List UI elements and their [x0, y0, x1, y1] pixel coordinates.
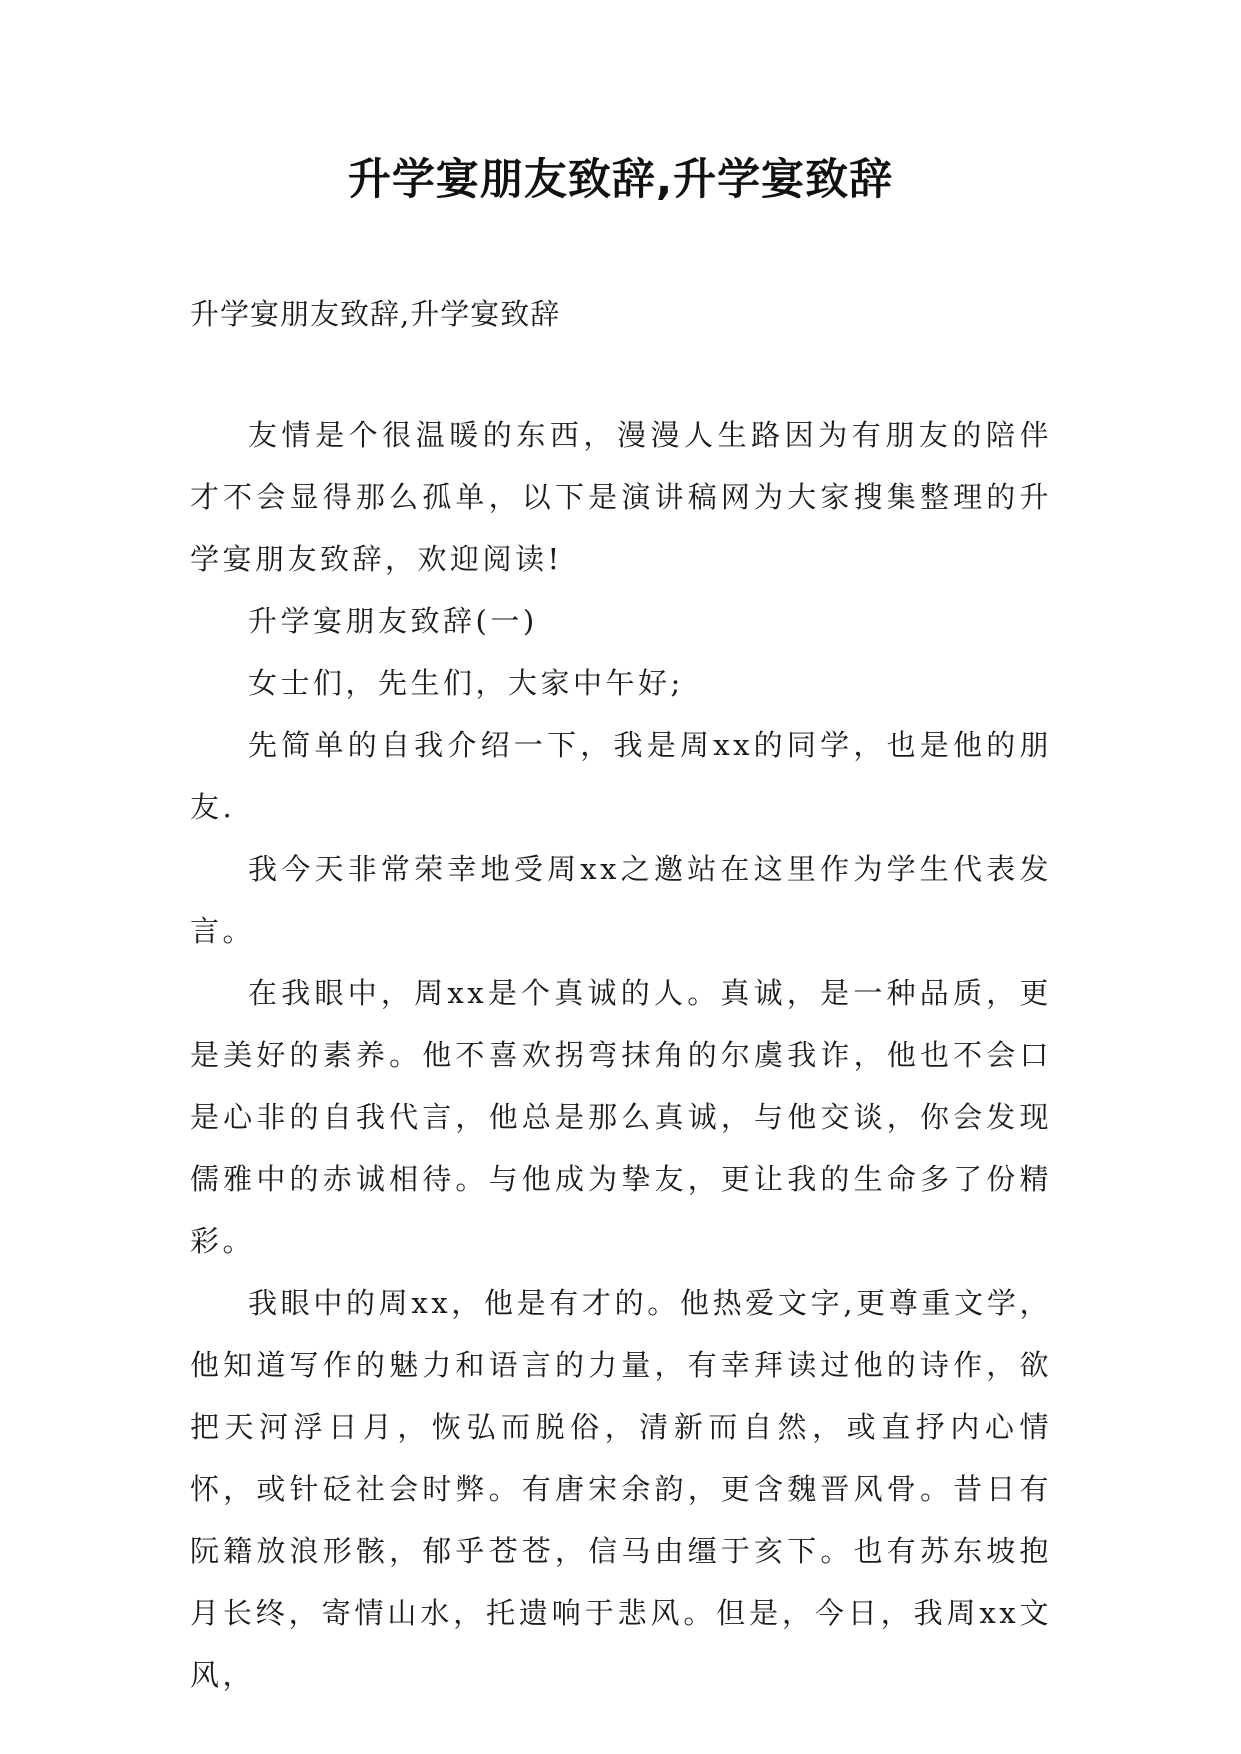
document-body [190, 404, 1052, 1706]
document-subtitle: 升学宴朋友致辞,升学宴致辞 [190, 297, 561, 331]
paragraph-section-heading: 升学宴朋友致辞(一) [248, 604, 538, 638]
paragraph-greeting: 女士们，先生们，大家中午好; [248, 666, 684, 700]
document-title: 升学宴朋友致辞,升学宴致辞 [347, 155, 894, 205]
paragraph-intro: 友情是个很温暖的东西，漫漫人生路因为有朋友的陪伴才不会显得那么孤单，以下是演讲稿网为大家搜集整理的升学宴朋友致辞，欢迎阅读! [190, 418, 1052, 576]
paragraph-sincerity: 在我眼中，周xx是个真诚的人。真诚，是一种品质，更是美好的素养。他不喜欢拐弯抹角的尔虞我诈，他也不会口是心非的自我代言，他总是那么真诚，与他交谈，你会发现儒雅中的赤诚相待。与他成为挚友，更让我的生命多了份精彩。 [190, 976, 1052, 1258]
paragraph-honor: 我今天非常荣幸地受周xx之邀站在这里作为学生代表发言。 [190, 852, 1052, 948]
paragraph-talent: 我眼中的周xx，他是有才的。他热爱文字,更尊重文学，他知道写作的魅力和语言的力量，有幸拜读过他的诗作，欲把天河浮日月，恢弘而脱俗，清新而自然，或直抒内心情怀，或针砭社会时弊。有唐宋余韵，更含魏晋风骨。昔日有阮籍放浪形骸，郁乎苍苍，信马由缰于亥下。也有苏东坡抱月长终，寄情山水，托遗响于悲风。但是，今日，我周xx文风， [190, 1286, 1052, 1692]
paragraph-self-intro: 先简单的自我介绍一下，我是周xx的同学，也是他的朋友. [190, 728, 1052, 824]
